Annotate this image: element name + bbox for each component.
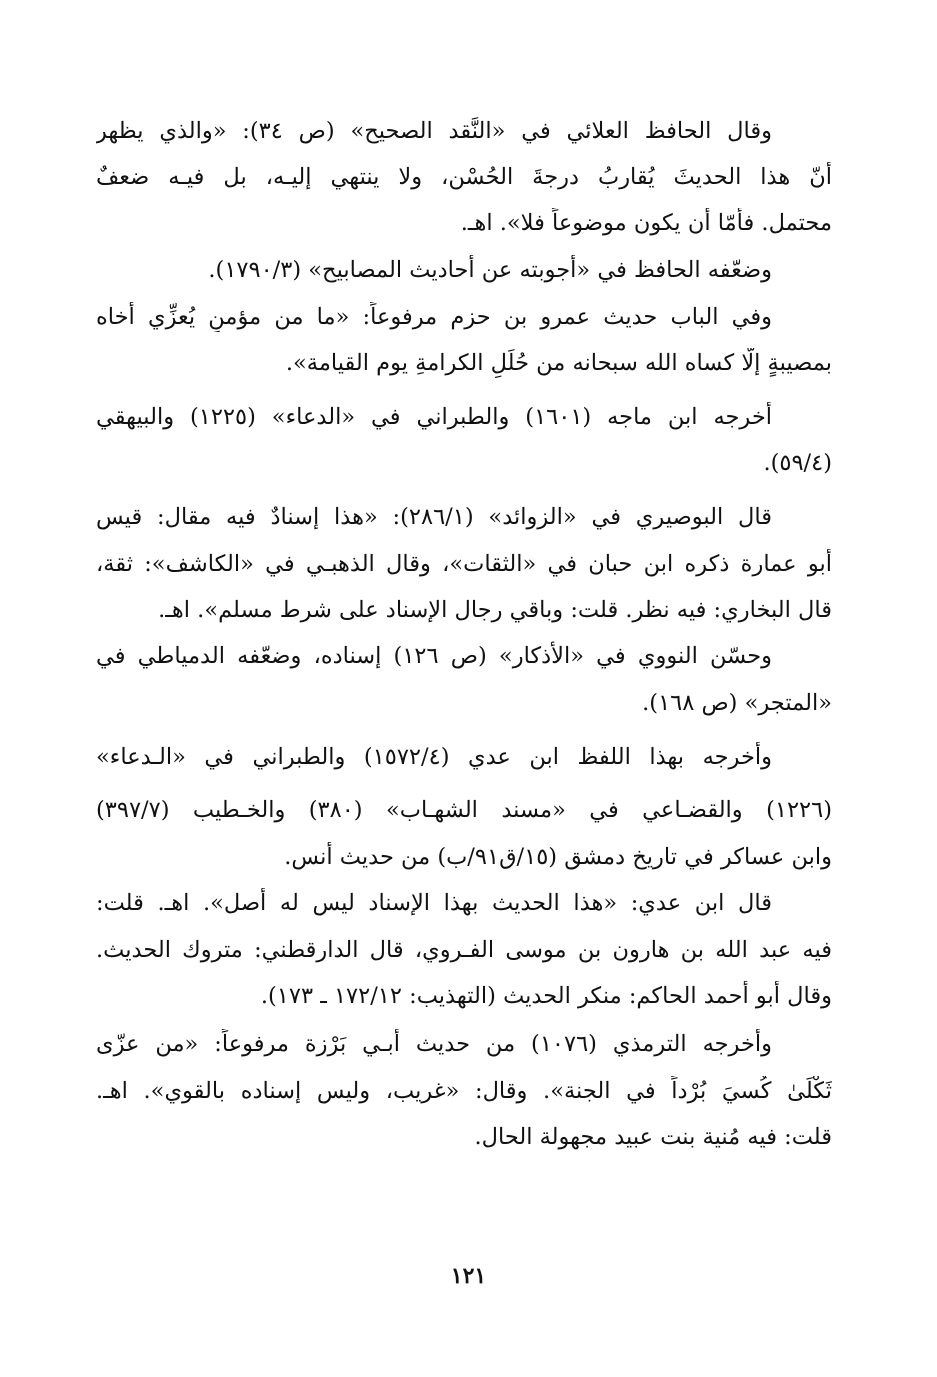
text-line: محتمل. فأمّا أن يكون موضوعاً فلا». اهـ. [460,210,832,236]
text-line: وفي الباب حديث عمرو بن حزم مرفوعاً: «ما من مؤمنٍ يُعزِّي أخاه [96,304,772,330]
text-line: فيه عبد الله بن هارون بن موسى الفـروي، قال الدارقطني: متروك الحديث. [96,937,832,963]
text-line: وقال الحافظ العلائي في «النَّقد الصحيح» (ص ٣٤): «والذي يظهر [96,118,772,144]
text-line: وابن عساكر في تاريخ دمشق (١٥/ق٩١/ب) من حديث أنس. [284,844,832,870]
text-line: قال ابن عدي: «هذا الحديث بهذا الإسناد ليس له أصل». اهـ. قلت: [96,890,772,916]
text-line: (٥٩/٤). [763,450,832,476]
text-line: وقال أبو أحمد الحاكم: منكر الحديث (التهذيب: ١٧٢/١٢ ـ ١٧٣). [260,983,832,1009]
text-line: قال البخاري: فيه نظر. قلت: وباقي رجال الإسناد على شرط مسلم». اهـ. [158,597,832,623]
text-line: وحسّن النووي في «الأذكار» (ص ١٢٦) إسناده، وضعّفه الدمياطي في [96,643,772,669]
text-line: وأخرجه بهذا اللفظ ابن عدي (١٥٧٢/٤) والطبراني في «الـدعاء» [96,744,772,770]
text-line: بمصيبةٍ إلّا كساه الله سبحانه من حُلَلِ الكرامةِ يوم القيامة». [285,350,832,376]
text-line: أنّ هذا الحديثَ يُقاربُ درجةَ الحُسْن، ولا ينتهي إليـه، بل فيـه ضعفٌ [96,164,832,190]
text-line: قلت: فيه مُنية بنت عبيد مجهولة الحال. [474,1124,832,1150]
text-line: أبو عمارة ذكره ابن حبان في «الثقات»، وقال الذهبـي في «الكاشف»: ثقة، [96,551,832,577]
text-line: وضعّفه الحافظ في «أجوبته عن أحاديث المصابيح» (١٧٩٠/٣). [208,257,772,283]
text-line: (١٢٢٦) والقضـاعي في «مسند الشهـاب» (٣٨٠) والخـطيب (٣٩٧/٧) [96,797,832,823]
text-line: ثَكْلَىٰ كُسيَ بُرْداً في الجنة». وقال: «غريب، وليس إسناده بالقوي». اهـ. [96,1078,832,1104]
text-line: وأخرجه الترمذي (١٠٧٦) من حديث أبـي بَرْزة مرفوعاً: «من عزّى [96,1031,772,1057]
text-line: أخرجه ابن ماجه (١٦٠١) والطبراني في «الدعاء» (١٢٢٥) والبيهقي [96,404,772,430]
text-line: «المتجر» (ص ١٦٨). [642,690,832,716]
text-line: قال البوصيري في «الزوائد» (٢٨٦/١): «هذا إسنادٌ فيه مقال: قيس [96,504,772,530]
page-number: ١٢١ [450,1263,487,1289]
